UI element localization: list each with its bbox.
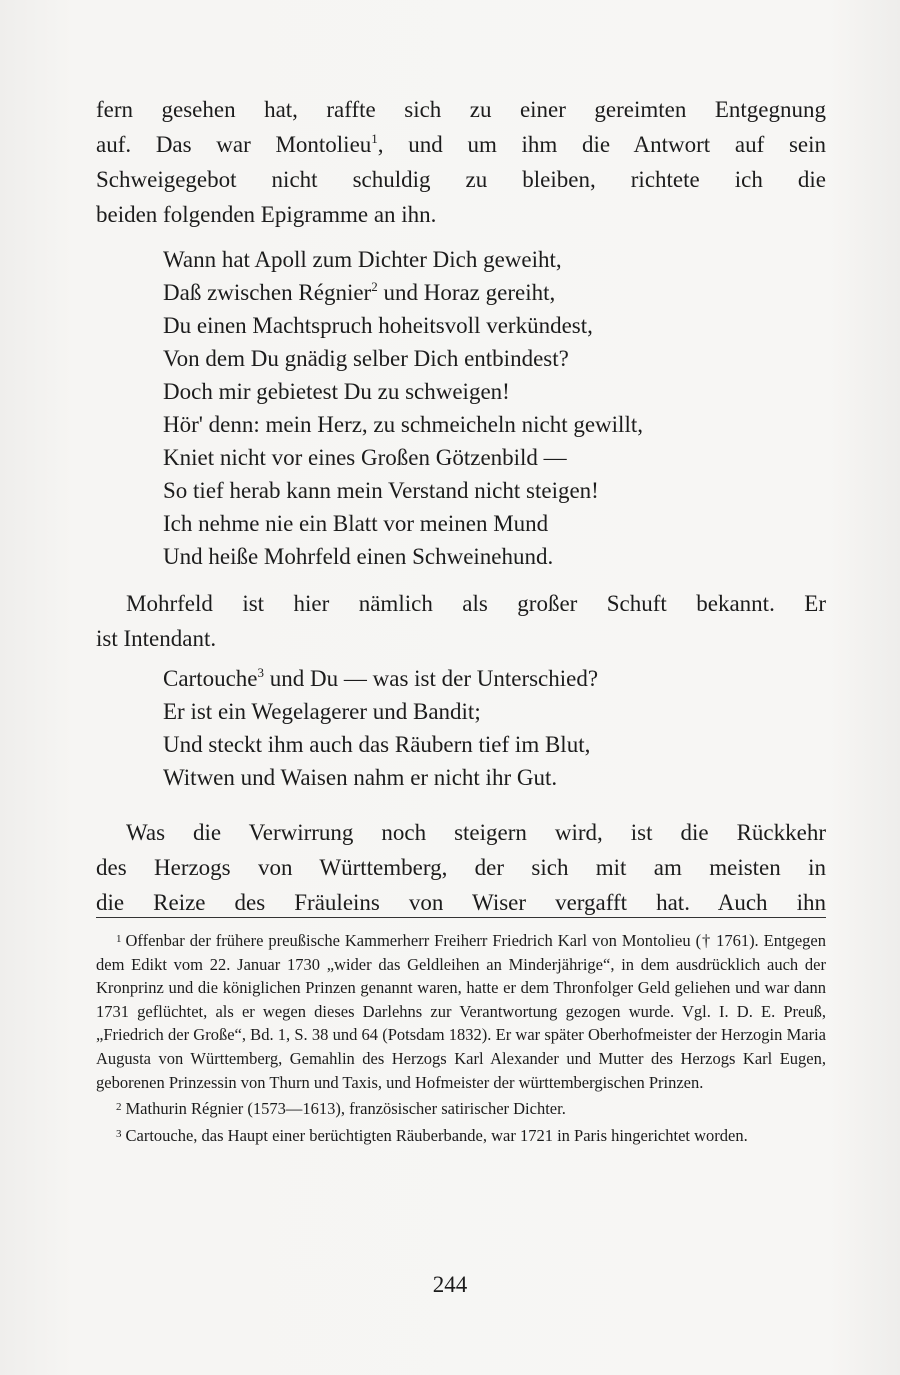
- paragraph-line: Mohrfeld ist hier nämlich als großer Schuft bekannt. Er: [126, 591, 826, 616]
- paragraph-text: auf. Das war Montolieu: [96, 132, 372, 157]
- paragraph-line: Was die Verwirrung noch steigern wird, ist die Rückkehr: [126, 820, 826, 845]
- verse-line: Du einen Machtspruch hoheitsvoll verkündest,: [163, 313, 593, 338]
- verse-line: Wann hat Apoll zum Dichter Dich geweiht,: [163, 247, 562, 272]
- verse-epigram-1: [163, 243, 843, 573]
- verse-text: Daß zwischen Régnier: [163, 280, 372, 305]
- footnote-ref-1: 1: [371, 131, 378, 146]
- footnote-2: [96, 1096, 826, 1121]
- footnote-text: Offenbar der frühere preußische Kammerherr Freiherr Friedrich Karl von Montolieu († 1761). Entgegen dem Edikt vom 22. Januar 1730 „wider das Geldleihen an Minderjährige“, in dem ausdrücklich auch der Kronprinz und die königlichen Prinzen genannt waren, hatte er dem Thronfolger Geld geliehen und war dann 1731 geflüchtet, als er wegen dieses Darlehns zur Verantwortung gezogen wurde. Vgl. I. D. E. Preuß, „Friedrich der Große“, Bd. 1, S. 38 und 64 (Potsdam 1832). Er war später Oberhofmeister der Herzogin Maria Augusta von Württemberg, Gemahlin des Herzogs Karl Alexander und Mutter des Herzogs Karl Eugen, geborenen Prinzessin von Thurn und Taxis, und Hofmeister der württembergischen Prinzen.: [96, 931, 826, 1092]
- verse-line: Doch mir gebietest Du zu schweigen!: [163, 379, 510, 404]
- paragraph-line: Schweigegebot nicht schuldig zu bleiben, richtete ich die: [96, 167, 826, 192]
- footnote-ref-2: 2: [371, 279, 378, 294]
- verse-text: und Horaz gereiht,: [377, 280, 556, 305]
- verse-line: Von dem Du gnädig selber Dich entbindest?: [163, 346, 569, 371]
- verse-epigram-2: [163, 662, 843, 794]
- footnote-text: Mathurin Régnier (1573—1613), französischer satirischer Dichter.: [125, 1099, 566, 1119]
- footnote-number: 3: [116, 1127, 122, 1140]
- verse-line: Er ist ein Wegelagerer und Bandit;: [163, 699, 481, 724]
- paragraph-1: [96, 92, 826, 232]
- verse-line: Ich nehme nie ein Blatt vor meinen Mund: [163, 511, 549, 536]
- paragraph-line: fern gesehen hat, raffte sich zu einer gereimten Entgegnung: [96, 97, 826, 122]
- verse-line: Witwen und Waisen nahm er nicht ihr Gut.: [163, 765, 558, 790]
- paragraph-line: die Reize des Fräuleins von Wiser vergafft hat. Auch ihn: [96, 890, 826, 915]
- verse-line: Hör' denn: mein Herz, zu schmeicheln nicht gewillt,: [163, 412, 643, 437]
- footnote-number: 2: [116, 1101, 122, 1114]
- paragraph-text: , und um ihm die Antwort auf sein: [377, 132, 827, 157]
- paragraph-3: [96, 815, 826, 920]
- page-number: 244: [432, 1272, 468, 1297]
- verse-line: So tief herab kann mein Verstand nicht steigen!: [163, 478, 599, 503]
- verse-line: [163, 276, 843, 309]
- verse-line: Kniet nicht vor eines Großen Götzenbild —: [163, 445, 567, 470]
- footnote-divider: [96, 917, 826, 918]
- footnote-text: Cartouche, das Haupt einer berüchtigten Räuberbande, war 1721 in Paris hingerichtet worden.: [125, 1125, 748, 1145]
- verse-line: Und steckt ihm auch das Räubern tief im Blut,: [163, 732, 591, 757]
- paragraph-line: beiden folgenden Epigramme an ihn.: [96, 202, 437, 227]
- paragraph-line: ist Intendant.: [96, 626, 217, 651]
- paragraph-line: [96, 127, 826, 162]
- footnote-ref-3: 3: [257, 665, 265, 680]
- footnotes: [96, 928, 826, 1147]
- verse-line: Und heiße Mohrfeld einen Schweinehund.: [163, 544, 554, 569]
- paragraph-line: des Herzogs von Württemberg, der sich mit am meisten in: [96, 855, 826, 880]
- footnote-number: 1: [116, 933, 122, 945]
- footnote-3: [96, 1123, 826, 1148]
- footnote-1: [96, 928, 826, 1094]
- verse-line: [163, 662, 843, 695]
- verse-text: und Du — was ist der Unterschied?: [264, 666, 599, 691]
- verse-text: Cartouche: [163, 666, 258, 691]
- paragraph-2: [96, 586, 826, 656]
